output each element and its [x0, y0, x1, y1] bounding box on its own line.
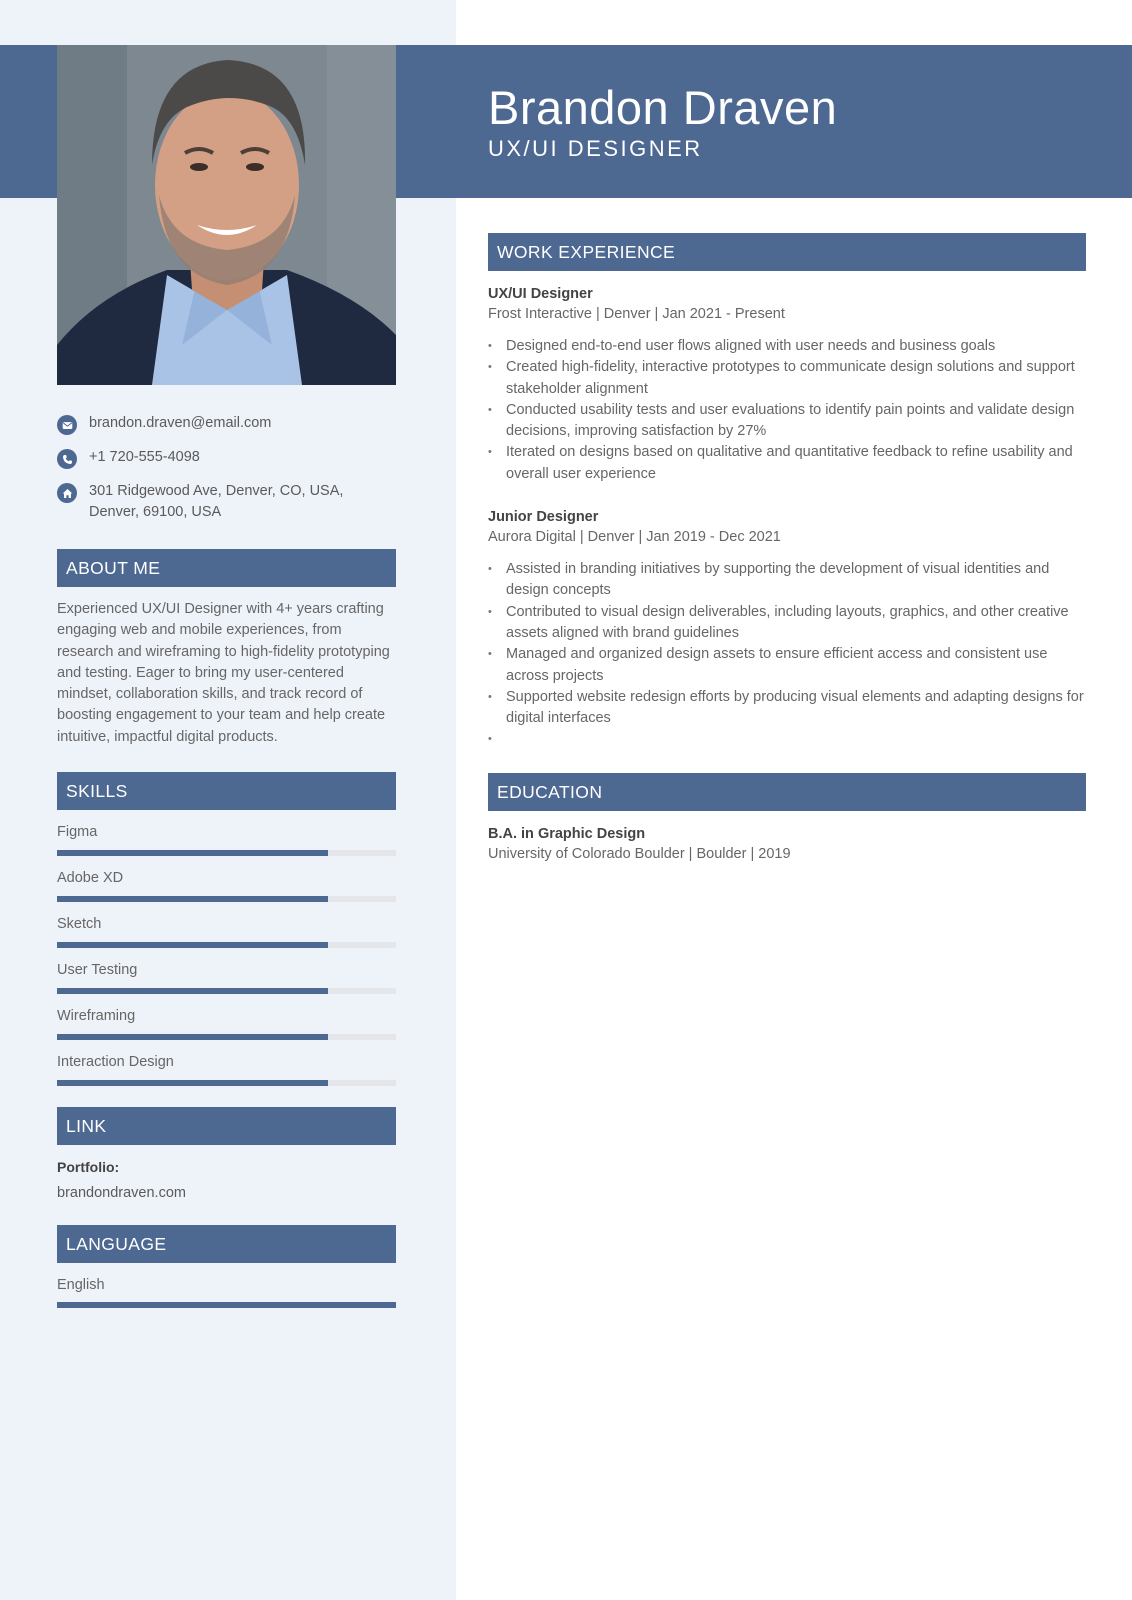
- contact-phone: [57, 447, 396, 469]
- skill-item: [57, 823, 396, 856]
- job-bullet: • Assisted in branding initiatives by supporting the development of visual identities and design concepts: [488, 559, 1086, 602]
- job-bullet: • Iterated on designs based on qualitative and quantitative feedback to refine usability and overall user experience: [488, 442, 1086, 485]
- job-role: UX/UI Designer: [488, 286, 593, 302]
- job-bullet: • Conducted usability tests and user evaluations to identify pain points and validate design decisions, improving satisfaction by 27%: [488, 400, 1086, 443]
- candidate-name: Brandon Draven: [488, 81, 838, 134]
- skills-section: [57, 772, 396, 1086]
- job-meta: Aurora Digital | Denver | Jan 2019 - Dec 2021: [488, 529, 781, 546]
- profile-photo: [57, 45, 396, 385]
- envelope-icon: [57, 415, 77, 435]
- skill-item: [57, 961, 396, 994]
- skill-bar-fill: [57, 850, 328, 856]
- link-heading: LINK: [57, 1107, 396, 1145]
- job-bullet: • Managed and organized design assets to ensure efficient access and consistent use across projects: [488, 644, 1086, 687]
- skill-bar-fill: [57, 1034, 328, 1040]
- job-bullets: [488, 336, 1086, 485]
- contact-email: [57, 413, 396, 435]
- language-section: [57, 1225, 396, 1308]
- skill-item: [57, 869, 396, 902]
- skill-bar-fill: [57, 988, 328, 994]
- education-degree: B.A. in Graphic Design: [488, 826, 646, 842]
- education-heading: EDUCATION: [488, 773, 1086, 811]
- skill-item: [57, 1007, 396, 1040]
- job-entry: [488, 284, 1086, 485]
- skill-name: Sketch: [57, 916, 102, 932]
- job-entry: [488, 507, 1086, 751]
- job-bullet: • Supported website redesign efforts by producing visual elements and adapting designs for digital interfaces: [488, 687, 1086, 730]
- work-experience-section: [488, 233, 1086, 751]
- job-role: Junior Designer: [488, 509, 599, 526]
- candidate-title: UX/UI DESIGNER: [488, 136, 703, 161]
- skill-bar-track: [57, 896, 396, 902]
- contact-address: [57, 481, 396, 523]
- skill-bar-track: [57, 988, 396, 994]
- skill-bar-track: [57, 850, 396, 856]
- skill-bar-track: [57, 942, 396, 948]
- skill-name: User Testing: [57, 962, 138, 978]
- contact-list: [57, 413, 396, 535]
- skill-bar-track: [57, 1034, 396, 1040]
- job-bullet: • Contributed to visual design deliverables, including layouts, graphics, and other creative assets aligned with brand guidelines: [488, 602, 1086, 645]
- skill-item: [57, 915, 396, 948]
- about-section: [57, 549, 396, 748]
- skills-heading: SKILLS: [57, 772, 396, 810]
- address-text: 301 Ridgewood Ave, Denver, CO, USA, Denver, 69100, USA: [89, 483, 344, 520]
- skill-item: [57, 1053, 396, 1086]
- skill-bar-fill: [57, 896, 328, 902]
- language-heading: LANGUAGE: [57, 1225, 396, 1263]
- language-level-bar: [57, 1302, 396, 1308]
- email-text[interactable]: brandon.draven@email.com: [89, 415, 272, 431]
- about-text: Experienced UX/UI Designer with 4+ years crafting engaging web and mobile experiences, from research and wireframing to high-fidelity prototyping and testing. Eager to bring my user-centered mindset, collaboration skills, and track record of boosting engagement to your team and help create intuitive, impactful digital products.: [57, 601, 390, 745]
- job-bullet: • Designed end-to-end user flows aligned with user needs and business goals: [488, 336, 1086, 357]
- portfolio-link[interactable]: brandondraven.com: [57, 1185, 186, 1201]
- skill-name: Interaction Design: [57, 1054, 174, 1070]
- job-bullets: [488, 559, 1086, 751]
- skill-bar-fill: [57, 942, 328, 948]
- about-heading: ABOUT ME: [57, 549, 396, 587]
- phone-icon: [57, 449, 77, 469]
- skill-name: Figma: [57, 824, 98, 840]
- education-meta: University of Colorado Boulder | Boulder | 2019: [488, 846, 791, 862]
- portfolio-label: Portfolio:: [57, 1159, 120, 1175]
- phone-text[interactable]: +1 720-555-4098: [89, 449, 200, 465]
- work-experience-heading: WORK EXPERIENCE: [488, 233, 1086, 271]
- skill-name: Adobe XD: [57, 870, 124, 886]
- job-meta: Frost Interactive | Denver | Jan 2021 - Present: [488, 306, 785, 322]
- skill-bar-track: [57, 1080, 396, 1086]
- home-icon: [57, 483, 77, 503]
- education-section: [488, 773, 1086, 864]
- job-bullet-empty: [488, 729, 1086, 750]
- portrait-illustration: [57, 45, 396, 385]
- language-name: English: [57, 1277, 105, 1293]
- link-section: [57, 1107, 396, 1201]
- skill-bar-fill: [57, 1080, 328, 1086]
- job-bullet: • Created high-fidelity, interactive prototypes to communicate design solutions and support stakeholder alignment: [488, 357, 1086, 400]
- skill-name: Wireframing: [57, 1008, 136, 1024]
